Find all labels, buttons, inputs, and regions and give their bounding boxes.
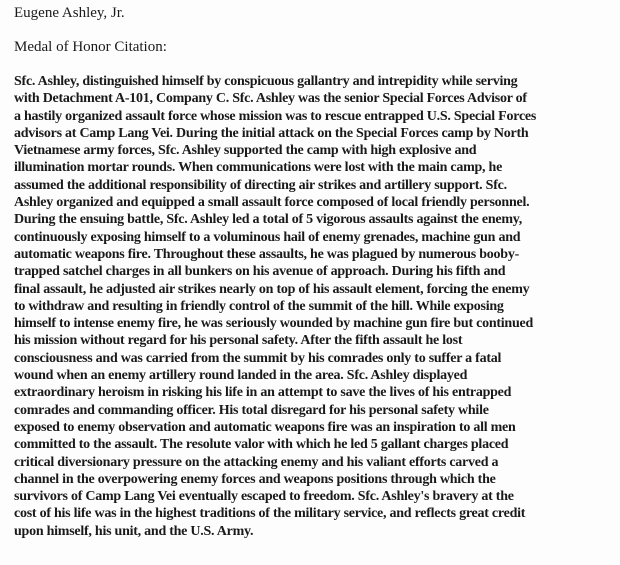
citation-line: Vietnamese army forces, Sfc. Ashley supported the camp with high explosive and bbox=[14, 143, 477, 159]
citation-line: Sfc. Ashley, distinguished himself by conspicuous gallantry and intrepidity while serving bbox=[14, 74, 518, 89]
citation-line: committed to the assault. The resolute valor with which he led 5 gallant charges placed bbox=[14, 437, 509, 453]
citation-line: advisors at Camp Lang Vei. During the initial attack on the Special Forces camp by North bbox=[14, 125, 529, 141]
citation-line: his mission without regard for his personal safety. After the fifth assault he lost bbox=[14, 333, 463, 349]
citation-line: himself to intense enemy fire, he was seriously wounded by machine gun fire but continued bbox=[14, 316, 533, 332]
citation-body bbox=[14, 73, 614, 540]
citation-line: continuously exposing himself to a voluminous hail of enemy grenades, machine gun and bbox=[14, 229, 521, 245]
citation-heading: Medal of Honor Citation: bbox=[14, 39, 167, 55]
citation-line: survivors of Camp Lang Vei eventually escaped to freedom. Sfc. Ashley's bravery at the bbox=[14, 489, 514, 505]
citation-line: During the ensuing battle, Sfc. Ashley led a total of 5 vigorous assaults against the enemy, bbox=[14, 212, 522, 228]
citation-line: Ashley organized and equipped a small assault force composed of local friendly personnel. bbox=[14, 195, 530, 211]
citation-line: consciousness and was carried from the summit by his comrades only to suffer a fatal bbox=[14, 350, 502, 366]
recipient-name: Eugene Ashley, Jr. bbox=[14, 5, 125, 21]
citation-line: extraordinary heroism in risking his life in an attempt to save the lives of his entrapped bbox=[14, 385, 512, 401]
citation-line: exposed to enemy observation and automatic weapons fire was an inspiration to all men bbox=[14, 419, 516, 435]
citation-line: critical diversionary pressure on the attacking enemy and his valiant efforts carved a bbox=[14, 454, 499, 470]
citation-line: assumed the additional responsibility of directing air strikes and artillery support. Sfc. bbox=[14, 177, 507, 193]
citation-line: upon himself, his unit, and the U.S. Army. bbox=[14, 523, 254, 539]
citation-line: with Detachment A-101, Company C. Sfc. Ashley was the senior Special Forces Advisor of bbox=[14, 91, 527, 107]
citation-line: to withdraw and resulting in friendly control of the summit of the hill. While exposing bbox=[14, 298, 504, 314]
citation-line: channel in the overpowering enemy forces and weapons positions through which the bbox=[14, 471, 496, 487]
citation-line: a hastily organized assault force whose mission was to rescue entrapped U.S. Special Forces bbox=[14, 108, 537, 124]
citation-line: cost of his life was in the highest traditions of the military service, and reflects great credit bbox=[14, 506, 526, 522]
citation-line: trapped satchel charges in all bunkers on his avenue of approach. During his fifth and bbox=[14, 264, 506, 280]
citation-line: automatic weapons fire. Throughout these assaults, he was plagued by numerous booby- bbox=[14, 246, 519, 262]
citation-line: comrades and commanding officer. His total disregard for his personal safety while bbox=[14, 402, 489, 418]
citation-line: final assault, he adjusted air strikes nearly on top of his assault element, forcing the enemy bbox=[14, 281, 530, 297]
citation-line: illumination mortar rounds. When communications were lost with the main camp, he bbox=[14, 160, 503, 176]
citation-line: wound when an enemy artillery round landed in the area. Sfc. Ashley displayed bbox=[14, 368, 468, 384]
